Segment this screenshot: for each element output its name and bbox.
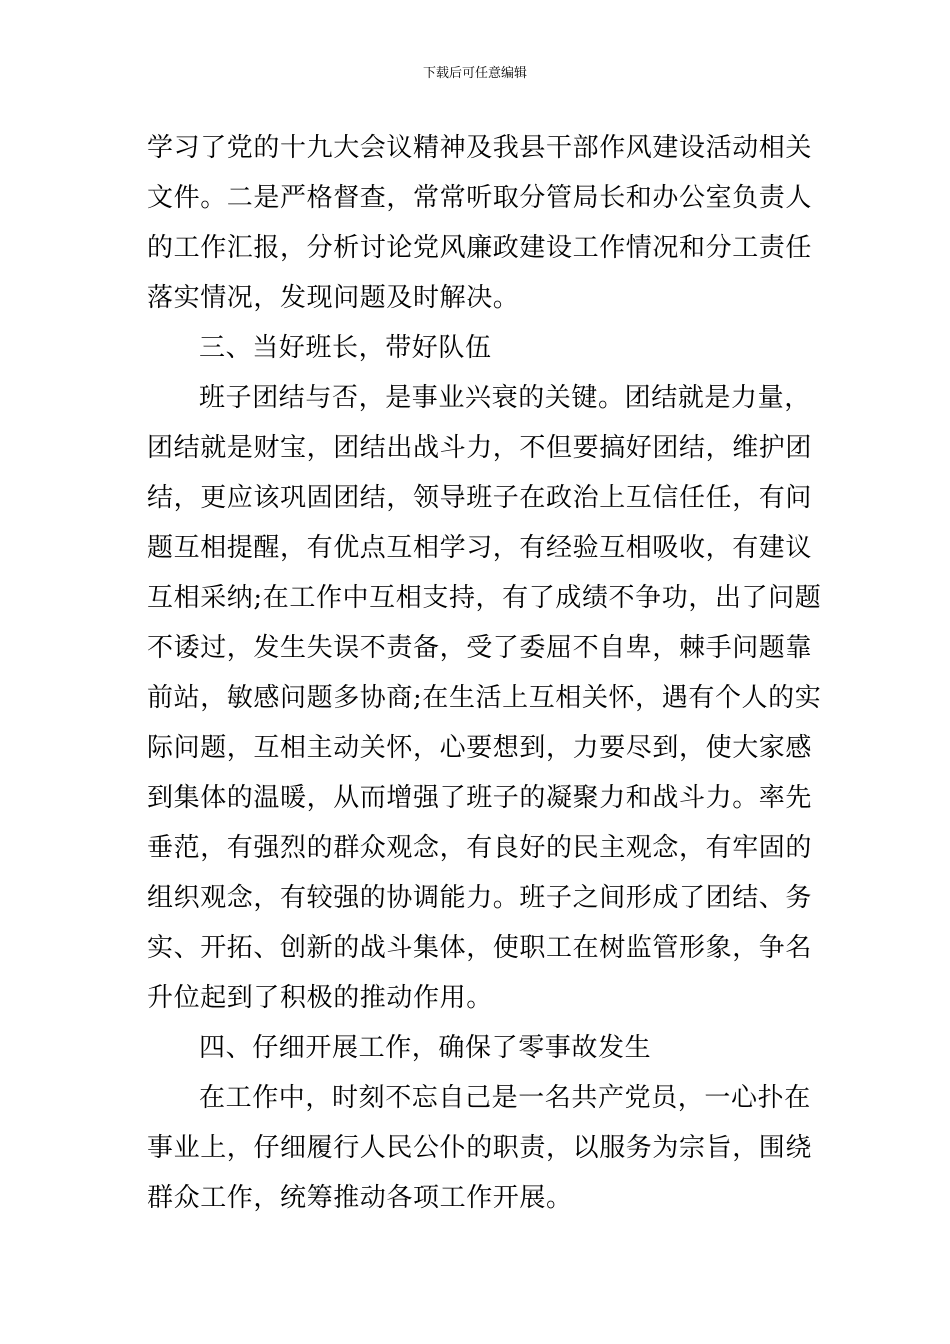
- section-heading: 三、当好班长，带好队伍: [199, 333, 492, 363]
- paragraph-line: 升位起到了积极的推动作用。: [147, 983, 493, 1013]
- document-body: [147, 123, 822, 1223]
- paragraph-line: 结，更应该巩固团结，领导班子在政治上互信任任，有问: [147, 483, 813, 513]
- paragraph-line: 前站，敏感问题多协商;在生活上互相关怀，遇有个人的实: [147, 683, 822, 713]
- paragraph-line: 垂范，有强烈的群众观念，有良好的民主观念，有牢固的: [147, 833, 813, 863]
- paragraph-line: 组织观念，有较强的协调能力。班子之间形成了团结、务: [147, 883, 813, 913]
- paragraph-line: 到集体的温暖，从而增强了班子的凝聚力和战斗力。率先: [147, 783, 813, 813]
- paragraph-line: 不诿过，发生失误不责备，受了委屈不自卑，棘手问题靠: [147, 633, 813, 663]
- paragraph-line: 团结就是财宝，团结出战斗力，不但要搞好团结，维护团: [147, 433, 813, 463]
- paragraph-line: 事业上，仔细履行人民公仆的职责，以服务为宗旨，围绕: [147, 1133, 813, 1163]
- paragraph-line: 班子团结与否，是事业兴衰的关键。团结就是力量，: [199, 383, 811, 413]
- page-header-note: 下载后可任意编辑: [422, 66, 527, 81]
- paragraph-line: 学习了党的十九大会议精神及我县干部作风建设活动相关: [147, 133, 813, 163]
- paragraph-line: 落实情况，发现问题及时解决。: [147, 283, 520, 313]
- paragraph-line: 实、开拓、创新的战斗集体，使职工在树监管形象，争名: [147, 933, 813, 963]
- paragraph-line: 群众工作，统筹推动各项工作开展。: [147, 1183, 573, 1213]
- paragraph-line: 题互相提醒，有优点互相学习，有经验互相吸收，有建议: [147, 533, 813, 563]
- paragraph-line: 的工作汇报，分析讨论党风廉政建设工作情况和分工责任: [147, 233, 813, 263]
- paragraph-line: 文件。二是严格督查，常常听取分管局长和办公室负责人: [147, 183, 813, 213]
- section-heading: 四、仔细开展工作，确保了零事故发生: [199, 1033, 652, 1063]
- paragraph-line: 际问题，互相主动关怀，心要想到，力要尽到，使大家感: [147, 733, 813, 763]
- paragraph-line: 互相采纳;在工作中互相支持，有了成绩不争功，出了问题: [147, 583, 822, 613]
- paragraph-line: 在工作中，时刻不忘自己是一名共产党员，一心扑在: [199, 1083, 811, 1113]
